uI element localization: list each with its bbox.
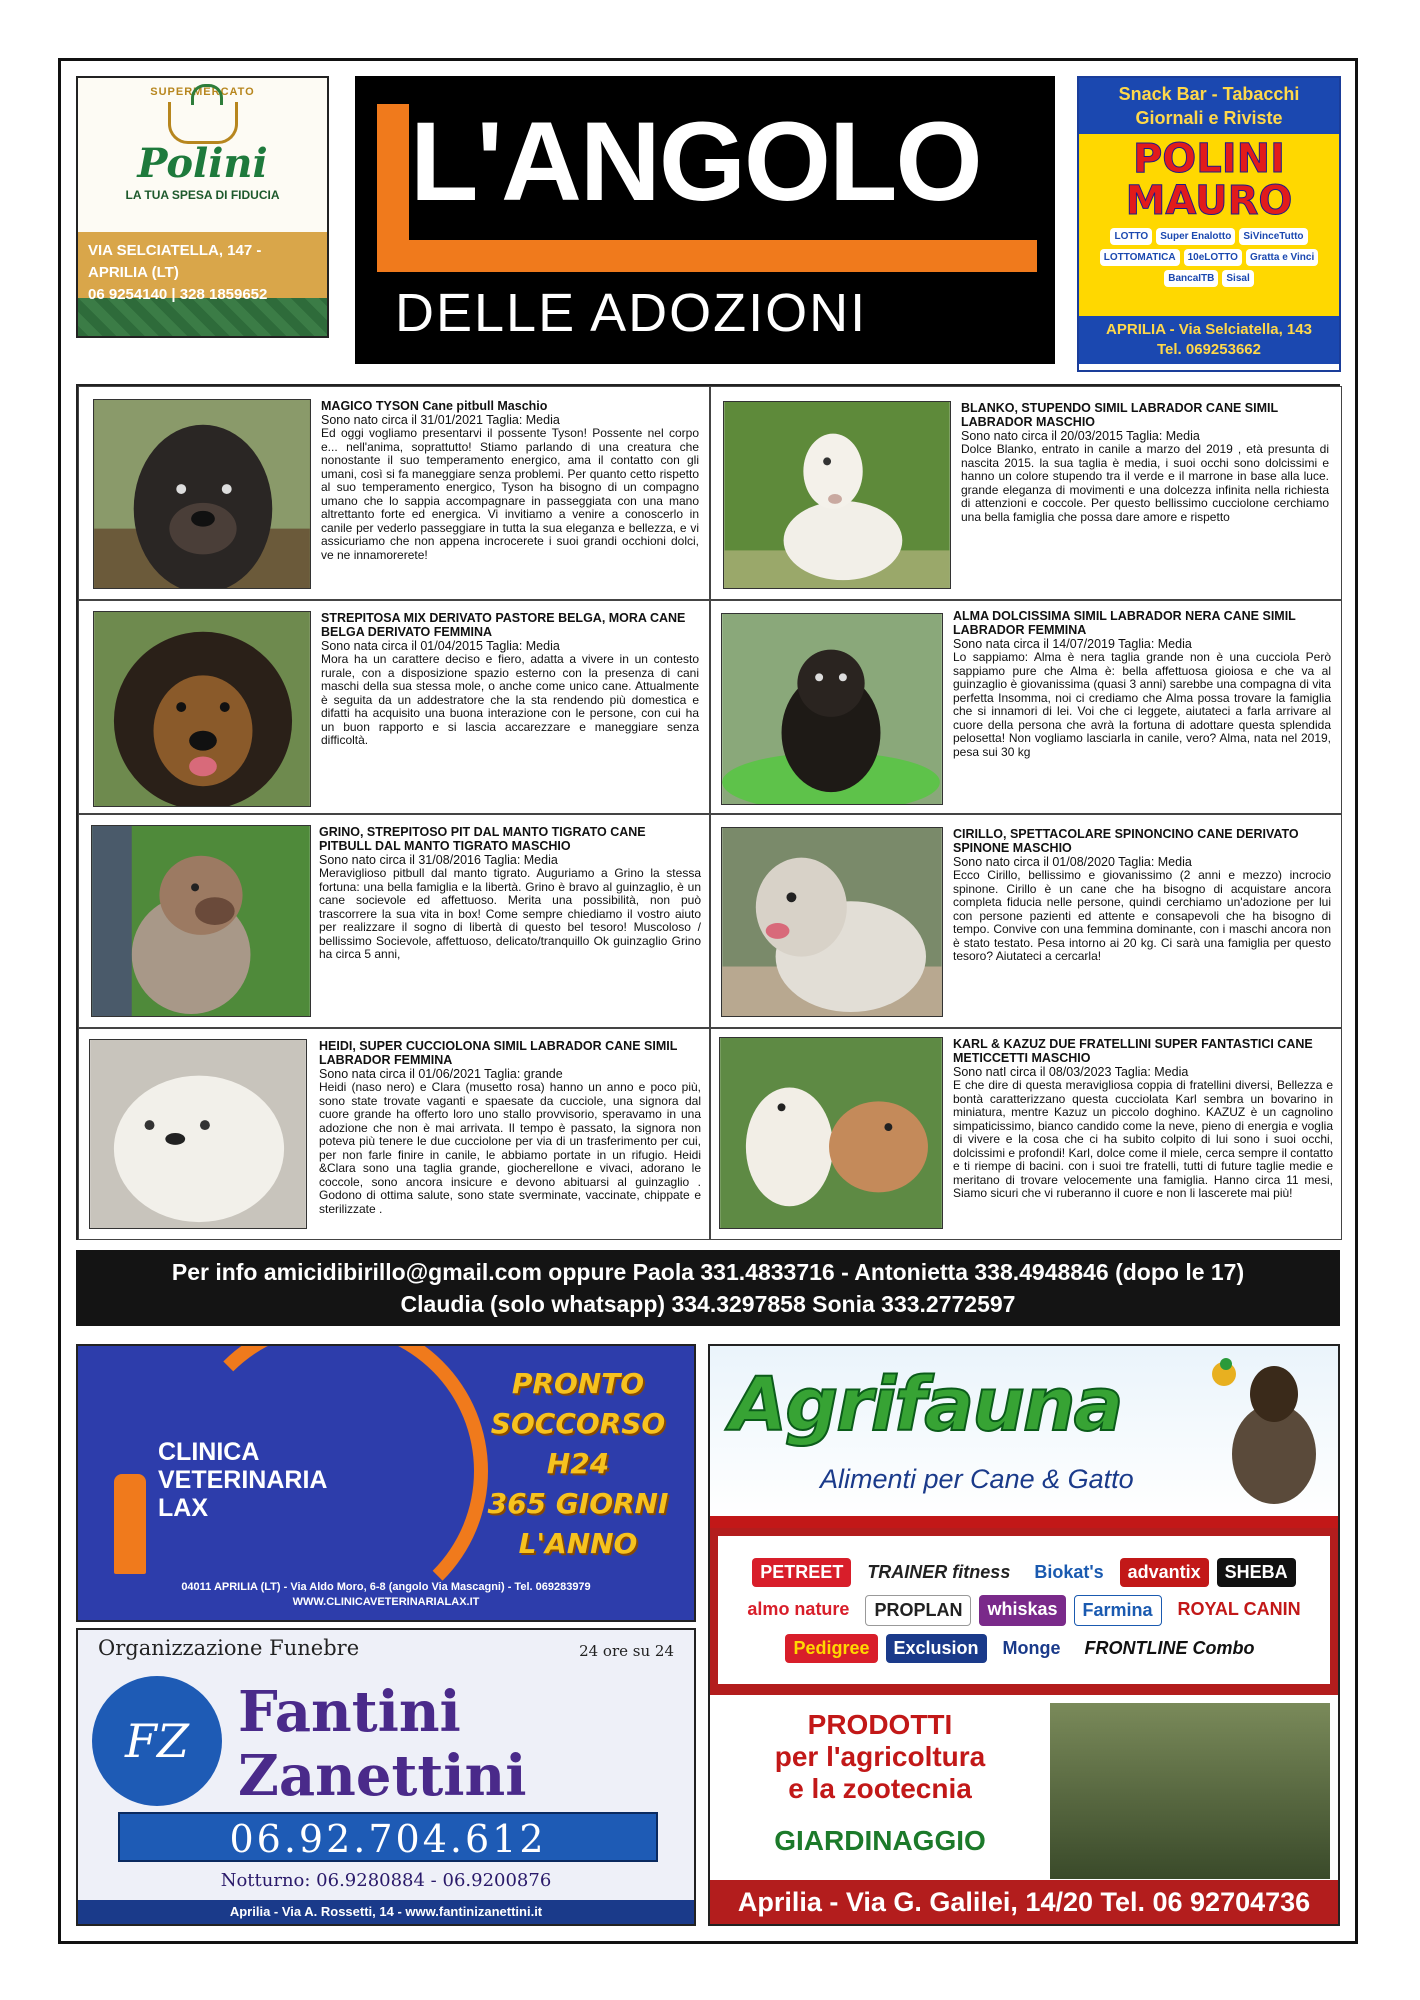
brands-list bbox=[718, 1536, 1330, 1684]
vet-clinic-ad[interactable] bbox=[76, 1344, 696, 1622]
clinic-address bbox=[78, 1580, 694, 1610]
basket-icon bbox=[168, 102, 238, 144]
agrifauna-products-text bbox=[720, 1709, 1040, 1805]
dog-card-grino[interactable] bbox=[78, 814, 710, 1028]
brand-whiskas: whiskas bbox=[979, 1595, 1065, 1626]
snack-bar-name bbox=[1079, 138, 1339, 222]
dog-title: MAGICO TYSON Cane pitbull Maschio bbox=[321, 399, 548, 413]
brand-exclusion: Exclusion bbox=[886, 1634, 987, 1663]
clinic-promo-line: SOCCORSO bbox=[490, 1407, 666, 1440]
grattaevinci-logo: Gratta e Vinci bbox=[1246, 249, 1318, 266]
brand-advantix: advantix bbox=[1120, 1558, 1209, 1587]
brand-trainer: TRAINER fitness bbox=[867, 1561, 1011, 1582]
dog-photo-illustration bbox=[722, 614, 942, 804]
masthead-logo bbox=[355, 76, 1055, 364]
dog-text-blanko bbox=[961, 401, 1329, 524]
dog-photo-heidi bbox=[89, 1039, 307, 1229]
logo-l-stroke-horizontal bbox=[377, 240, 1037, 272]
dog-description: Ed oggi vogliamo presentarvi il possente Tyson! Possente nel corpo e... nell'anima, soprattutto! Stiamo parlando di una creatura che nonostante il suo temperamento energico, ama il contatto con gli umani, così si fa maneggiare senza problemi. Per quanto cetto rispetto al suo temperamento energico, Tyson ha bisogno di un compagno umano che lo sappia accompagnare in passeggiata con una mano altrettanto forte ed energica. Vi invitiamo a venire a conoscerlo in canile per vederlo passeggiare in tutta la sua eleganza e bellezza, e vi assicuriamo che non appena incrocerete i suoi grandi occhioni dolci, ve ne innamorerete! bbox=[321, 426, 699, 562]
polini-supermarket-phones: 06 9254140 | 328 1859652 bbox=[88, 286, 268, 303]
dog-photo-cirillo bbox=[721, 827, 943, 1017]
dog-description: E che dire di questa meravigliosa coppia di fratellini diversi, Bellezza e bontà caratterizzano questa cucciolata Karl sembra un bovarino in miniatura, mentre Kazuz un piccolo doghino. KAZUZ è un cagnolino simpaticissimo, bianco candido come la neve, pieno di energia e voglia di vivere e la cosa che ci ha subito colpito di lui sono i suoi occhi, dolcissimi e profondi! Karl, dolce come il miele, cerca sempre il contatto e ti riempe di bacini. con i suoi tre fratelli, tutti di future taglie medie e meritano di trovare velocemente una famiglia. Hanno circa 11 mesi, Siamo sicuri che vi ruberanno il cuore e non li lascerete mai più! bbox=[953, 1078, 1333, 1200]
dog-title: CIRILLO, SPETTACOLARE SPINONCINO CANE DERIVATO SPINONE MASCHIO bbox=[953, 827, 1299, 855]
dog-description: Ecco Cirillo, bellissimo e giovanissimo (2 anni e mezzo) incrocio spinone. Cirillo è un cane che ha bisogno di acquistare ancora completa fiducia nelle persone, quindi cerchiamo un'adozione per lui con persone pazienti ed attente e consapevoli che ha bisogno di tempo. Convive con una femmina dominante, con i maschi ancora non è stato testato. Pesa intorno ai 20 kg. Ci sarà una famiglia per questo tesoro? Aiutateci a cercarla! bbox=[953, 868, 1331, 963]
sivincetutto-logo: SiVinceTutto bbox=[1239, 228, 1307, 245]
funeral-home-name bbox=[238, 1680, 527, 1808]
clinic-promo-line: PRONTO bbox=[511, 1367, 645, 1400]
dog-cat-silhouette-icon bbox=[114, 1434, 154, 1584]
agrifauna-products-line: PRODOTTI bbox=[807, 1709, 953, 1740]
clinic-website-link[interactable]: WWW.CLINICAVETERINARIALAX.IT bbox=[292, 1596, 480, 1608]
snack-bar-body bbox=[1079, 134, 1339, 316]
dog-card-tyson[interactable] bbox=[78, 386, 710, 600]
clinic-name-line3: LAX bbox=[158, 1494, 208, 1522]
brand-proplan: PROPLAN bbox=[865, 1595, 971, 1626]
dog-description: Heidi (naso nero) e Clara (musetto rosa) hanno un anno e poco più, sono state trovate vaganti e spaesate da cucciole, una signora dal cuore grande ha offerto loro uno stallo provvisorio, speravamo in una adozione che non è mai arrivata. Il tempo è passato, la signora non poteva più tenere le due cucciolone per via di un trasferimento per cui, per non farle finire in canile, le abbiamo portate in un rifugio. Heidi &Clara sono una taglia grande, giocherellone e vivaci, adorano le coccole, sono ancora insicure e devono abituarsi al guinzaglio . Godono di ottima salute, sono state sverminate, vaccinate, chippate e sterilizzate . bbox=[319, 1080, 701, 1216]
funeral-home-monogram: FZ bbox=[92, 1676, 222, 1806]
dog-meta: Sono nato circa il 31/01/2021 Taglia: Media bbox=[321, 413, 560, 427]
dog-parrot-icon bbox=[1204, 1354, 1324, 1504]
dog-text-alma bbox=[953, 609, 1331, 759]
agrifauna-products-line: e la zootecnia bbox=[788, 1773, 972, 1804]
brands-panel bbox=[710, 1528, 1338, 1692]
clinic-address-line: 04011 APRILIA (LT) - Via Aldo Moro, 6-8 (angolo Via Mascagni) - Tel. 069283979 bbox=[181, 1581, 591, 1593]
polini-supermarket-address: VIA SELCIATELLA, 147 - APRILIA (LT) bbox=[88, 242, 262, 281]
dog-photo-illustration bbox=[94, 400, 310, 588]
brand-almo-nature: almo nature bbox=[747, 1598, 850, 1619]
agrifauna-address: Aprilia - Via G. Galilei, 14/20 Tel. 06 92704736 bbox=[710, 1880, 1338, 1924]
snack-bar-footer bbox=[1079, 316, 1339, 364]
dog-card-cirillo[interactable] bbox=[710, 814, 1342, 1028]
dog-meta: Sono natI circa il 08/03/2023 Taglia: Media bbox=[953, 1065, 1189, 1079]
contact-info-line1: Per info amicidibirillo@gmail.com oppure Paola 331.4833716 - Antonietta 338.4948846 (dopo le 17) bbox=[171, 1259, 1245, 1285]
agrifauna-header bbox=[710, 1346, 1338, 1516]
funeral-home-night-phones: Notturno: 06.9280884 - 06.9200876 bbox=[220, 1870, 552, 1891]
funeral-home-hours: 24 ore su 24 bbox=[579, 1642, 674, 1660]
dog-card-blanko[interactable] bbox=[710, 386, 1342, 600]
dog-card-heidi[interactable] bbox=[78, 1028, 710, 1240]
clinic-name bbox=[158, 1438, 327, 1522]
dog-text-karl-kazuz bbox=[953, 1037, 1333, 1201]
dog-meta: Sono nata circa il 01/04/2015 Taglia: Media bbox=[321, 639, 560, 653]
contact-info-banner bbox=[76, 1250, 1340, 1326]
dog-description: Lo sappiamo: Alma è nera taglia grande non è una cucciola Però sappiamo pure che Alma è: bella affettuosa gioiosa e che va al guinzaglio è giovanissima (quasi 3 anni) sarebbe una compagna di vita perfetta Insomma, noi ci crediamo che Alma possa trovare la famiglia che si innamori di lei. Voi che ci leggete, aiutateci a farla arrivare al cuore della persona che avrà la fortuna di adottare questa splendida pelosetta! Non vogliamo lasciarla in canile, vero? Alma, nata nel 2019, pesa sui 30 kg bbox=[953, 650, 1331, 759]
agrifauna-products bbox=[710, 1692, 1338, 1882]
dog-photo-mora bbox=[93, 611, 311, 807]
clinic-name-line2: VETERINARIA bbox=[158, 1466, 328, 1494]
funeral-home-phone: 06.92.704.612 bbox=[118, 1812, 658, 1862]
snack-bar-address: APRILIA - Via Selciatella, 143 bbox=[1106, 321, 1312, 338]
clinic-promo-line: 365 GIORNI bbox=[487, 1487, 669, 1520]
brand-frontline: FRONTLINE Combo bbox=[1084, 1637, 1255, 1658]
dog-title: KARL & KAZUZ DUE FRATELLINI SUPER FANTASTICI CANE METICCETTI MASCHIO bbox=[953, 1037, 1313, 1065]
dog-photo-alma bbox=[721, 613, 943, 805]
lotto-logo: LOTTO bbox=[1110, 228, 1152, 245]
dog-title: BLANKO, STUPENDO SIMIL LABRADOR CANE SIMIL LABRADOR MASCHIO bbox=[961, 401, 1278, 429]
dog-photo-tyson bbox=[93, 399, 311, 589]
dog-title: STREPITOSA MIX DERIVATO PASTORE BELGA, MORA CANE BELGA DERIVATO FEMMINA bbox=[321, 611, 686, 639]
snack-bar-phone: Tel. 069253662 bbox=[1157, 341, 1261, 358]
masthead-title-word: ANGOLO bbox=[501, 99, 981, 224]
polini-supermarket-ad[interactable] bbox=[76, 76, 329, 338]
shop-photo bbox=[1050, 1703, 1330, 1879]
agrifauna-logo: Agrifauna bbox=[730, 1362, 1122, 1448]
dog-photo-karl-kazuz bbox=[719, 1037, 943, 1229]
dog-description: Dolce Blanko, entrato in canile a marzo del 2019 , età presunta di nascita 2015. la sua taglia è media, i suoi occhi sono dolcissimi e hanno un colore stupendo tra il verde e il marrone in base alla luce. grande eleganza di movimenti e una dolcezza infinita nella richiesta di attenzioni e coccole. Per questo bellissimo cucciolone cerchiamo una bella famiglia che possa dare amore e rispetto bbox=[961, 442, 1329, 524]
dog-text-mora bbox=[321, 611, 699, 748]
dog-title: HEIDI, SUPER CUCCIOLONA SIMIL LABRADOR CANE SIMIL LABRADOR FEMMINA bbox=[319, 1039, 678, 1067]
dog-description: Mora ha un carattere deciso e fiero, adatta a vivere in un contesto rurale, con a disposizione spazio esterno con la presenza di cani maschi della sua stessa mole, o anche come unico cane. Attualmente è seguita da un addestratore che la sta rendendo più domestica e difatti ha acquisito una buona interazione con le persone, con cui ha un buon rapporto e si lascia accarezzare e maneggiare senza difficoltà. bbox=[321, 652, 699, 747]
masthead-subtitle: DELLE ADOZIONI bbox=[395, 283, 868, 343]
funeral-home-ad[interactable] bbox=[76, 1628, 696, 1926]
adoptions-grid bbox=[76, 384, 1340, 1240]
bancaitb-logo: BancaITB bbox=[1164, 270, 1218, 287]
dog-photo-illustration bbox=[720, 1038, 942, 1228]
dog-meta: Sono nata circa il 01/06/2021 Taglia: grande bbox=[319, 1067, 563, 1081]
snack-bar-line1: Snack Bar - Tabacchi bbox=[1118, 84, 1300, 104]
dog-card-alma[interactable] bbox=[710, 600, 1342, 814]
dog-description: Meraviglioso pitbull dal manto tigrato. Auguriamo a Grino la stessa fortuna: una bella famiglia e la libertà. Grino è bravo al guinzaglio, è un cane socievole ed affettuoso. Merita una possibilità, non può trascorrere la sua vita in box! Come sempre chiediamo il vostro aiuto per realizzare il sogno di libertà di questo bel tesoro! Muscoloso / bellissimo Socievole, affettuoso, delicato/tranquillo Ok guinzaglio Grino ha circa 5 anni, bbox=[319, 866, 701, 961]
funeral-home-name-line2: Zanettini bbox=[238, 1743, 527, 1809]
snack-bar-name-line2: MAURO bbox=[1125, 178, 1293, 224]
dog-photo-illustration bbox=[90, 1040, 306, 1228]
dog-meta: Sono nato circa il 01/08/2020 Taglia: Media bbox=[953, 855, 1192, 869]
dog-meta: Sono nata circa il 14/07/2019 Taglia: Media bbox=[953, 637, 1192, 651]
brand-sheba: SHEBA bbox=[1217, 1558, 1296, 1587]
dog-photo-blanko bbox=[723, 401, 951, 589]
agrifauna-garden: GIARDINAGGIO bbox=[774, 1825, 986, 1856]
sisal-logo: Sisal bbox=[1222, 270, 1253, 287]
polini-supermarket-name: Polini bbox=[137, 140, 268, 187]
snack-bar-line2: Giornali e Riviste bbox=[1135, 108, 1283, 128]
superenalotto-logo: Super Enalotto bbox=[1156, 228, 1235, 245]
masthead-title-prefix: L' bbox=[410, 99, 502, 224]
dog-meta: Sono nato circa il 31/08/2016 Taglia: Media bbox=[319, 853, 558, 867]
brand-petreet: PETREET bbox=[752, 1558, 851, 1587]
clinic-name-line1: CLINICA bbox=[158, 1438, 260, 1466]
10elotto-logo: 10eLOTTO bbox=[1184, 249, 1242, 266]
brand-farmina: Farmina bbox=[1074, 1595, 1162, 1626]
dog-text-cirillo bbox=[953, 827, 1331, 964]
snack-bar-header bbox=[1079, 78, 1339, 134]
funeral-home-address: Aprilia - Via A. Rossetti, 14 - www.fantinizanettini.it bbox=[78, 1900, 694, 1924]
funeral-home-org: Organizzazione Funebre bbox=[98, 1636, 360, 1660]
masthead-title bbox=[410, 99, 981, 224]
dog-text-grino bbox=[319, 825, 701, 962]
clinic-promo bbox=[468, 1364, 688, 1564]
dog-photo-illustration bbox=[92, 826, 310, 1016]
brand-royal-canin: ROYAL CANIN bbox=[1177, 1598, 1301, 1619]
dog-text-tyson bbox=[321, 399, 699, 562]
polini-supermarket-label: SUPERMERCATO bbox=[150, 86, 255, 98]
agrifauna-products-line: per l'agricoltura bbox=[774, 1741, 986, 1772]
brand-monge: Monge bbox=[1002, 1637, 1061, 1658]
dog-meta: Sono nato circa il 20/03/2015 Taglia: Media bbox=[961, 429, 1200, 443]
agrifauna-ad[interactable] bbox=[708, 1344, 1340, 1926]
brand-biokats: Biokat's bbox=[1034, 1561, 1104, 1582]
snack-bar-name-line1: POLINI bbox=[1132, 136, 1286, 182]
dog-photo-illustration bbox=[722, 828, 942, 1016]
dog-photo-grino bbox=[91, 825, 311, 1017]
polini-supermarket-contacts bbox=[78, 232, 327, 303]
funeral-home-name-line1: Fantini bbox=[238, 1679, 461, 1745]
dog-photo-illustration bbox=[94, 612, 310, 806]
dog-text-heidi bbox=[319, 1039, 701, 1216]
clinic-promo-line: H24 bbox=[546, 1447, 610, 1480]
polini-supermarket-logo bbox=[78, 78, 327, 232]
funeral-home-header bbox=[78, 1630, 694, 1666]
dog-title: ALMA DOLCISSIMA SIMIL LABRADOR NERA CANE SIMIL LABRADOR FEMMINA bbox=[953, 609, 1296, 637]
agrifauna-divider bbox=[710, 1516, 1338, 1528]
dog-title: GRINO, STREPITOSO PIT DAL MANTO TIGRATO CANE PITBULL DAL MANTO TIGRATO MASCHIO bbox=[319, 825, 646, 853]
polini-supermarket-slogan: LA TUA SPESA DI FIDUCIA bbox=[125, 188, 280, 202]
brand-pedigree: Pedigree bbox=[785, 1634, 877, 1663]
snack-bar-ad[interactable] bbox=[1077, 76, 1341, 372]
dog-photo-illustration bbox=[724, 402, 950, 588]
clinic-promo-line: L'ANNO bbox=[518, 1527, 638, 1560]
dog-card-karl-kazuz[interactable] bbox=[710, 1028, 1342, 1240]
contact-info-line2: Claudia (solo whatsapp) 334.3297858 Sonia 333.2772597 bbox=[400, 1291, 1016, 1317]
lottery-logos bbox=[1079, 222, 1339, 293]
dog-card-mora[interactable] bbox=[78, 600, 710, 814]
lottomatica-logo: LOTTOMATICA bbox=[1100, 249, 1180, 266]
agrifauna-subtitle: Alimenti per Cane & Gatto bbox=[820, 1464, 1134, 1494]
